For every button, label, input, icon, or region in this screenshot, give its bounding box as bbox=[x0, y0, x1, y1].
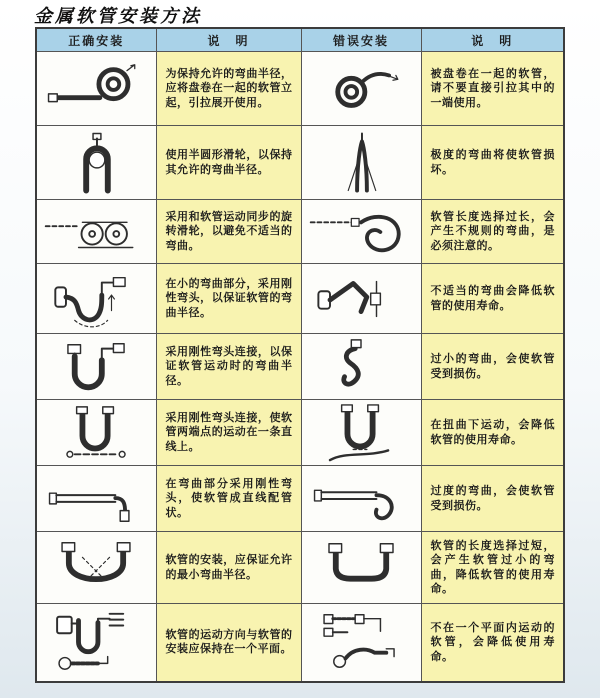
correct-description: 在弯曲部分采用刚性弯头，使软管成直线配管状。 bbox=[156, 466, 301, 532]
wrong-illustration-cell bbox=[301, 264, 421, 334]
too-small-bend-hook-illustration bbox=[306, 337, 416, 397]
table-row bbox=[36, 532, 564, 604]
correct-description: 采用和软管运动同步的旋转滑轮，以避免不适当的弯曲。 bbox=[156, 200, 301, 264]
header-wrong-description: 说 明 bbox=[421, 28, 564, 52]
correct-description: 为保持允许的弯曲半径，应将盘卷在一起的软管立起，引拉展开使用。 bbox=[156, 52, 301, 126]
single-plane-trap-hose-illustration bbox=[41, 607, 151, 677]
standing-coil-hose-illustration bbox=[41, 58, 151, 120]
wrong-description: 软管的长度选择过短，会产生软管过小的弯曲，降低软管的使用寿命。 bbox=[421, 532, 564, 604]
table-row bbox=[36, 400, 564, 466]
wrong-description: 极度的弯曲将使软管损坏。 bbox=[421, 126, 564, 200]
correct-illustration-cell bbox=[36, 334, 156, 400]
out-of-plane-hoses-illustration bbox=[306, 607, 416, 677]
correct-description: 软管的运动方向与软管的安装应保持在一个平面。 bbox=[156, 604, 301, 682]
wrong-illustration-cell bbox=[301, 532, 421, 604]
header-wrong-install: 错误安装 bbox=[301, 28, 421, 52]
table-row bbox=[36, 126, 564, 200]
correct-description: 使用半圆形滑轮，以保持其允许的弯曲半径。 bbox=[156, 126, 301, 200]
wrong-illustration-cell bbox=[301, 400, 421, 466]
correct-description: 采用刚性弯头连接，使软管两端点的运动在一条直线上。 bbox=[156, 400, 301, 466]
page-title: 金属软管安装方法 bbox=[34, 6, 202, 26]
correct-illustration-cell bbox=[36, 604, 156, 682]
wrong-illustration-cell bbox=[301, 604, 421, 682]
too-short-flat-u-illustration bbox=[306, 536, 416, 600]
wrong-illustration-cell bbox=[301, 466, 421, 532]
table-row bbox=[36, 604, 564, 682]
wrong-description: 不在一个平面内运动的软管，会降低使用寿命。 bbox=[421, 604, 564, 682]
correct-illustration-cell bbox=[36, 466, 156, 532]
wrong-illustration-cell bbox=[301, 200, 421, 264]
hose-installation-table bbox=[35, 27, 565, 683]
table-row bbox=[36, 200, 564, 264]
correct-description: 采用刚性弯头连接，以保证软管运动时的弯曲半径。 bbox=[156, 334, 301, 400]
overbent-elbow-hose-illustration bbox=[306, 469, 416, 529]
overlong-looped-hose-illustration bbox=[306, 203, 416, 261]
coil-end-pulled-hose-illustration bbox=[306, 58, 416, 120]
wrong-illustration-cell bbox=[301, 52, 421, 126]
correct-description: 软管的安装，应保证允许的最小弯曲半径。 bbox=[156, 532, 301, 604]
table-row bbox=[36, 466, 564, 532]
wrong-description: 不适当的弯曲会降低软管的使用寿命。 bbox=[421, 264, 564, 334]
u-hose-inline-motion-illustration bbox=[41, 403, 151, 463]
correct-illustration-cell bbox=[36, 200, 156, 264]
wrong-illustration-cell bbox=[301, 126, 421, 200]
header-correct-description: 说 明 bbox=[156, 28, 301, 52]
straight-hose-rigid-elbow-illustration bbox=[41, 469, 151, 529]
twisted-u-hose-illustration bbox=[306, 403, 416, 463]
rigid-elbow-u-hose-illustration bbox=[41, 337, 151, 397]
correct-illustration-cell bbox=[36, 532, 156, 604]
wrong-illustration-cell bbox=[301, 334, 421, 400]
correct-illustration-cell bbox=[36, 264, 156, 334]
extreme-bend-hose-illustration bbox=[306, 131, 416, 195]
table-row bbox=[36, 334, 564, 400]
correct-illustration-cell bbox=[36, 52, 156, 126]
header-row bbox=[36, 28, 564, 52]
rotating-pulleys-hose-illustration bbox=[41, 203, 151, 261]
correct-description: 在小的弯曲部分，采用刚性弯头，以保证软管的弯曲半径。 bbox=[156, 264, 301, 334]
table-row bbox=[36, 52, 564, 126]
rigid-elbow-small-bend-illustration bbox=[41, 268, 151, 330]
correct-illustration-cell bbox=[36, 126, 156, 200]
semicircular-pulley-hose-illustration bbox=[41, 131, 151, 195]
wrong-description: 被盘卷在一起的软管，请不要直接引拉其中的一端使用。 bbox=[421, 52, 564, 126]
wrong-description: 过度的弯曲，会使软管受到损伤。 bbox=[421, 466, 564, 532]
wrong-description: 软管长度选择过长，会产生不规则的弯曲，是必须注意的。 bbox=[421, 200, 564, 264]
wrong-description: 过小的弯曲，会使软管受到损伤。 bbox=[421, 334, 564, 400]
table-row bbox=[36, 264, 564, 334]
wrong-description: 在扭曲下运动，会降低软管的使用寿命。 bbox=[421, 400, 564, 466]
header-correct-install: 正确安装 bbox=[36, 28, 156, 52]
minimum-bend-radius-u-illustration bbox=[41, 536, 151, 600]
improper-bend-hose-illustration bbox=[306, 268, 416, 330]
correct-illustration-cell bbox=[36, 400, 156, 466]
